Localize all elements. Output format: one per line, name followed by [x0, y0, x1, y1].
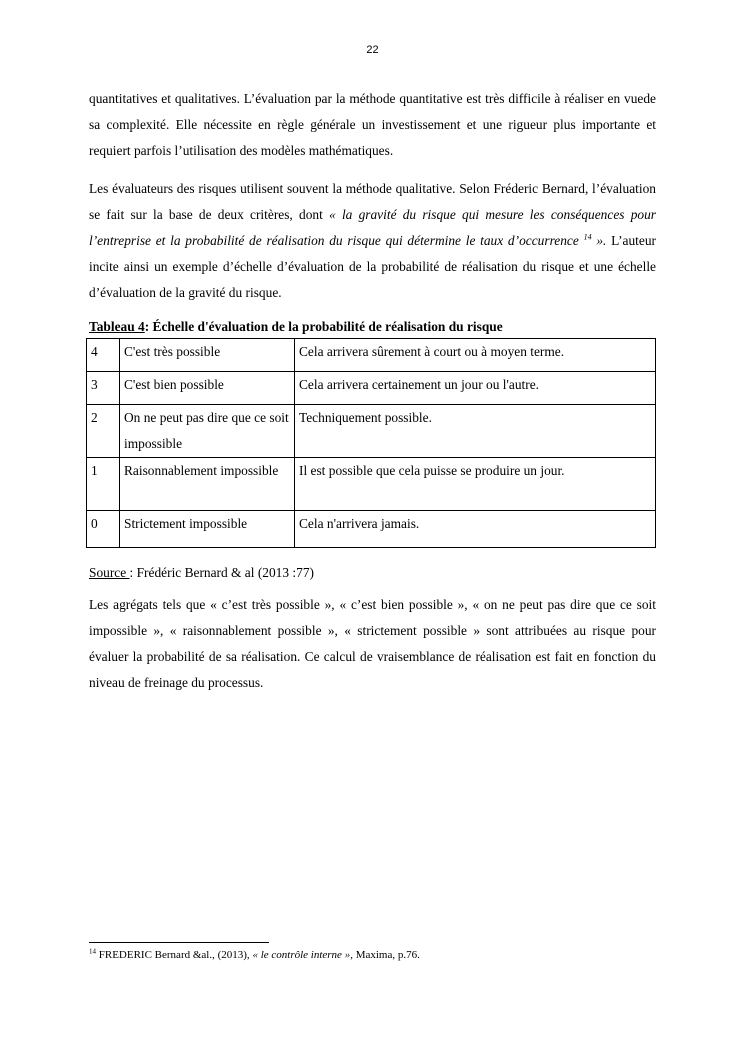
table-caption: [89, 318, 656, 336]
page-number: 22: [366, 44, 379, 56]
table-cell-level: 0: [87, 511, 120, 548]
paragraph-2-footnote-ref-wrap: [579, 233, 592, 248]
table-cell-label: Raisonnablement impossible: [120, 458, 295, 511]
footnote-number: 14: [89, 947, 96, 956]
footnote-reference: 14: [583, 232, 592, 242]
table-cell-label: C'est très possible: [120, 339, 295, 372]
table-source-label: Source: [89, 565, 130, 580]
probability-scale-table: [86, 338, 656, 548]
footnote-text-after: , Maxima, p.76.: [350, 949, 420, 961]
table-cell-label: C'est bien possible: [120, 372, 295, 405]
table-cell-label: Strictement impossible: [120, 511, 295, 548]
table-cell-description: Il est possible que cela puisse se produire un jour.: [295, 458, 656, 511]
table-source-text: : Frédéric Bernard & al (2013 :77): [129, 565, 314, 580]
paragraph-2-end: L’auteur incite ainsi un exemple d’échelle d’évaluation de la probabilité de réalisation du risque et une échelle d’évaluation de la gravité du risque.: [89, 233, 656, 300]
table-row: [87, 339, 656, 372]
table-cell-label: On ne peut pas dire que ce soit impossible: [120, 405, 295, 458]
table-row: [87, 372, 656, 405]
table-cell-level: 4: [87, 339, 120, 372]
table-cell-description: Cela n'arrivera jamais.: [295, 511, 656, 548]
table-source: [89, 564, 656, 582]
page-body: [89, 86, 656, 708]
table-cell-description: Cela arrivera sûrement à court ou à moyen terme.: [295, 339, 656, 372]
footnote: [89, 948, 669, 962]
table-cell-description: Cela arrivera certainement un jour ou l'autre.: [295, 372, 656, 405]
table-row: [87, 458, 656, 511]
paragraph-1: quantitatives et qualitatives. L’évaluation par la méthode quantitative est très difficile à réaliser en vuede sa complexité. Elle nécessite en règle générale un investissement et une rigueur plus importante et requiert parfois l’utilisation des modèles mathématiques.: [89, 91, 656, 158]
table-cell-description: Techniquement possible.: [295, 405, 656, 458]
paragraph-2-start: Les évaluateurs des risques utilisent souvent la méthode qualitative. Selon Fréderic Bernard, l’évaluation se fait sur la base de deux critères, dont: [89, 181, 656, 222]
table-cell-level: 1: [87, 458, 120, 511]
footnote-separator: [89, 942, 269, 943]
paragraph-3: Les agrégats tels que « c’est très possible », « c’est bien possible », « on ne peut pas dire que ce soit impossible », « raisonnablement possible », « strictement possible » sont attribuées au risque pour évaluer la probabilité de sa réalisation. Ce calcul de vraisemblance de réalisation est fait en fonction du niveau de freinage du processus.: [89, 597, 656, 690]
footnote-text-before: FREDERIC Bernard &al., (2013),: [96, 949, 253, 961]
paragraph-2-quote: « la gravité du risque qui mesure les conséquences pour l’entreprise et la probabilité de réalisation du risque qui détermine le taux d’occurrence: [89, 207, 656, 248]
table-cell-level: 3: [87, 372, 120, 405]
paragraph-2: [89, 176, 656, 306]
table-row: [87, 405, 656, 458]
footnote-title: « le contrôle interne »: [252, 949, 351, 961]
paragraph-2-quote-end: ».: [591, 233, 607, 248]
table-cell-level: 2: [87, 405, 120, 458]
table-caption-text: : Échelle d'évaluation de la probabilité de réalisation du risque: [144, 319, 503, 334]
table-caption-label: Tableau 4: [89, 319, 145, 334]
table-row: [87, 511, 656, 548]
